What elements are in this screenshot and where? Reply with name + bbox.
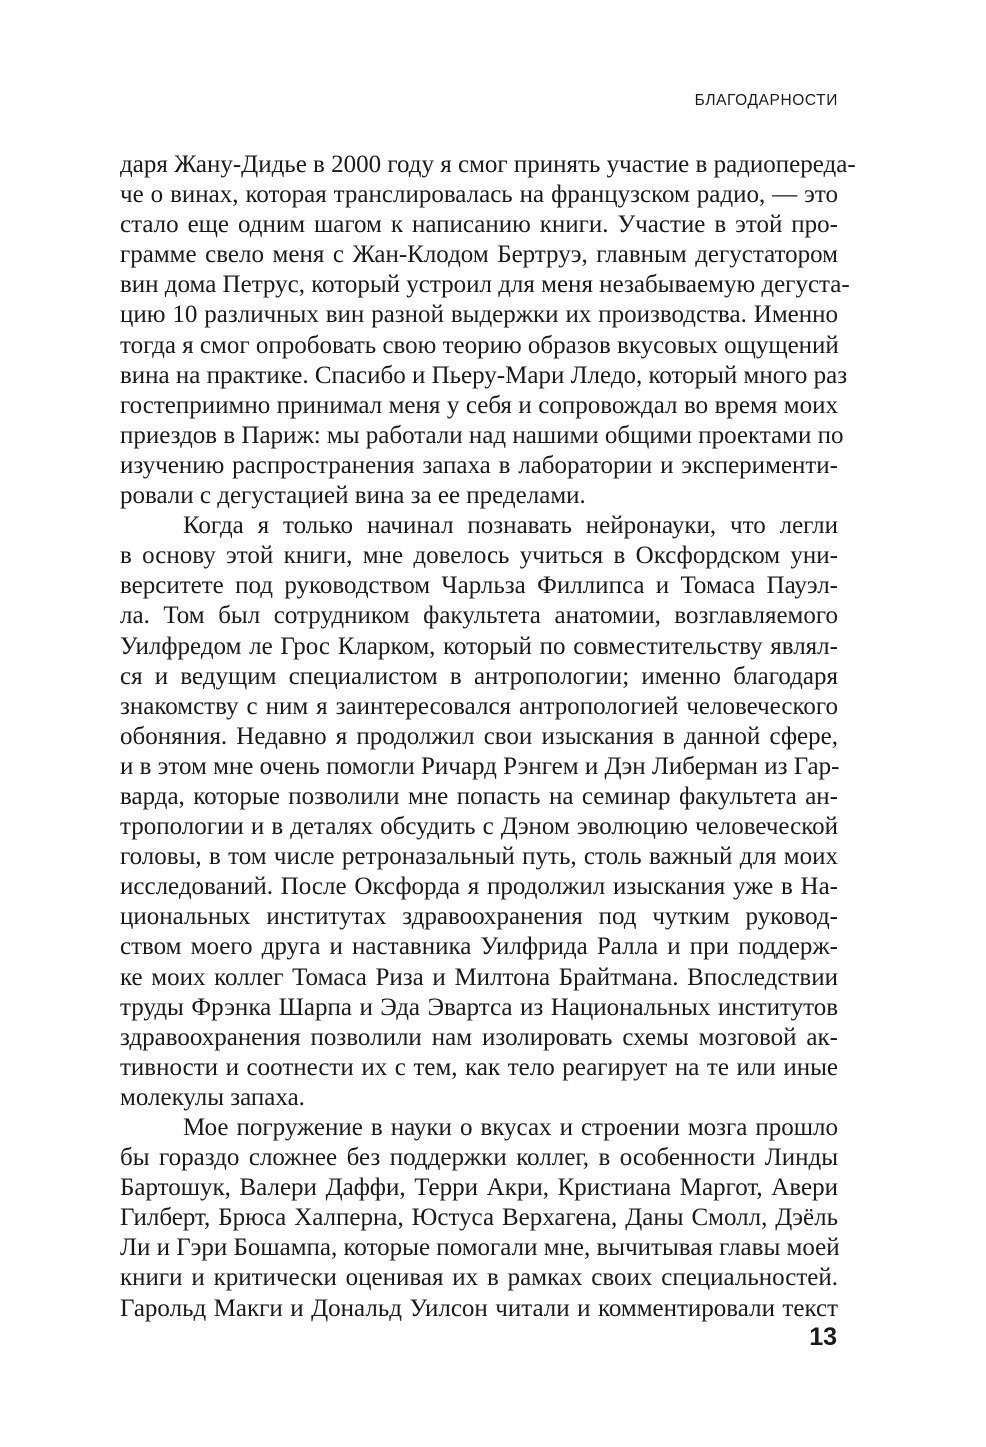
text-line: циональных институтах здравоохранения под чутким руковод- [120,903,838,931]
text-line: ством моего друга и наставника Уилфрида Ралла и при поддерж- [120,933,838,961]
text-line: грамме свело меня с Жан-Клодом Бертруэ, главным дегустатором [120,241,838,269]
text-line: варда, которые позволили мне попасть на семинар факультета ан- [120,782,838,810]
text-line: бы гораздо сложнее без поддержки коллег, в особенности Линды [120,1144,838,1172]
text-line: ке моих коллег Томаса Риза и Милтона Брайтмана. Впоследствии [120,963,838,991]
text-line: тивности и соотнести их с тем, как тело реагирует на те или иные [120,1053,838,1081]
text-line: Бартошук, Валери Даффи, Терри Акри, Кристиана Маргот, Авери [120,1174,838,1202]
text-line: Мое погружение в науки о вкусах и строении мозга прошло [183,1114,838,1141]
text-line: Уилфредом ле Грос Кларком, который по совместительству являл- [120,632,838,660]
text-line: изучению распространения запаха в лаборатории и эксперименти- [120,451,838,479]
text-line: ся и ведущим специалистом в антропологии; именно благодаря [120,662,838,690]
text-line: головы, в том числе ретроназальный путь, столь важный для моих [120,843,838,871]
page-number: 13 [809,1323,837,1351]
text-line: даря Жану-Дидье в 2000 году я смог принять участие в радиопереда- [120,151,856,178]
text-line: в основу этой книги, мне довелось учиться в Оксфордском уни- [120,542,838,570]
text-line: цию 10 различных вин разной выдержки их производства. Именно [120,301,838,329]
paragraph [120,150,856,511]
text-line: вина на практике. Спасибо и Пьеру-Мари Лледо, который много раз [120,361,848,389]
text-line: книги и критически оценивая их в рамках своих специальностей. [120,1264,838,1292]
text-line: вин дома Петрус, который устроил для меня незабываемую дегуста- [120,271,850,299]
text-line: знакомству с ним я заинтересовался антропологией человеческого [120,692,838,720]
text-line: Когда я только начинал познавать нейронауки, что легли [183,512,838,540]
text-line: че о винах, которая транслировалась на французском радио, — это [120,181,838,209]
text-line: здравоохранения позволили нам изолировать схемы мозговой ак- [120,1023,838,1051]
text-line: тогда я смог опробовать свою теорию образов вкусовых ощущений [120,331,839,359]
paragraph [120,511,838,1113]
text-line: Гилберт, Брюса Халперна, Юстуса Верхагена, Даны Смолл, Дэёль [120,1204,838,1232]
text-line: ровали с дегустацией вина за ее пределами. [120,482,586,510]
paragraph [120,1113,838,1324]
text-line: Гарольд Макги и Дональд Уилсон читали и комментировали текст [120,1294,838,1322]
text-line: гостеприимно принимал меня у себя и сопровождал во время моих [120,391,838,419]
text-line: приездов в Париж: мы работали над нашими общими проектами по [120,421,844,449]
text-line: верситете под руководством Чарльза Филлипса и Томаса Пауэл- [120,572,838,600]
text-line: труды Фрэнка Шарпа и Эда Эвартса из Национальных институтов [120,993,838,1021]
text-line: ла. Том был сотрудником факультета анатомии, возглавляемого [120,602,838,630]
text-line: обоняния. Недавно я продолжил свои изыскания в данной сфере, [120,722,838,750]
running-head: БЛАГОДАРНОСТИ [694,92,838,109]
text-line: тропологии и в деталях обсудить с Дэном эволюцию человеческой [120,813,838,841]
text-line: молекулы запаха. [120,1083,305,1111]
body-text [120,150,856,1324]
text-line: Ли и Гэри Бошампа, которые помогали мне, вычитывая главы моей [120,1234,840,1262]
text-line: и в этом мне очень помогли Ричард Рэнгем и Дэн Либерман из Гар- [120,752,840,780]
text-line: исследований. После Оксфорда я продолжил изыскания уже в На- [120,873,838,901]
text-line: стало еще одним шагом к написанию книги. Участие в этой про- [120,211,838,239]
